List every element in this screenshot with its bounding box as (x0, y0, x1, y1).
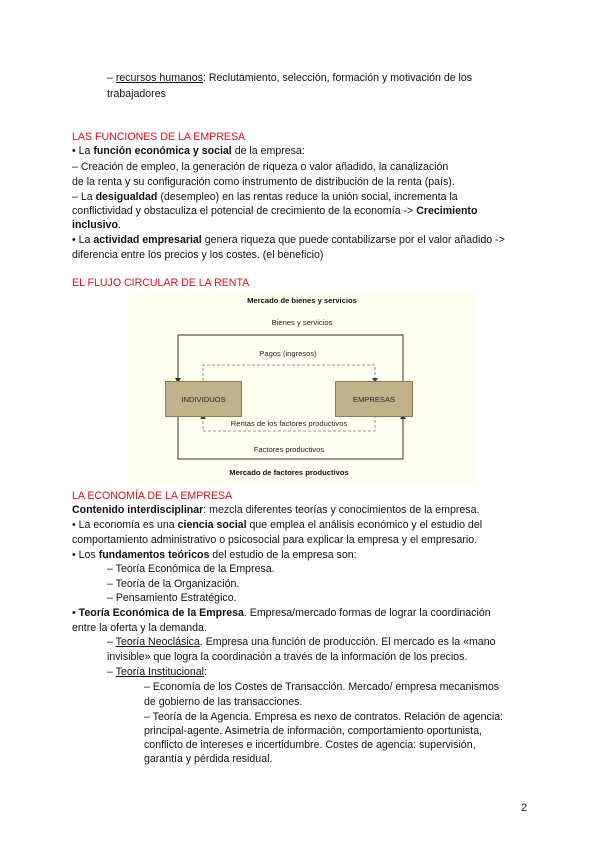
paragraph-line (72, 145, 305, 158)
text: . (117, 219, 121, 231)
paragraph-line: – Creación de empleo, la generación de riqueza o valor añadido, la canalización (72, 161, 449, 173)
bold-text: Contenido interdisciplinar (72, 504, 204, 516)
text: – La (72, 191, 96, 203)
paragraph-line: comportamiento administrativo o psicosocial para explicar la empresa y el empresario. (72, 534, 478, 546)
term-institucional: Teoría Institucional (115, 666, 204, 678)
paragraph-line (72, 504, 479, 517)
bold-text: Crecimiento (416, 205, 478, 217)
intro-line-2: trabajadores (107, 88, 166, 100)
sublist-item-continuation: de gobierno de las transacciones. (144, 696, 303, 708)
paragraph-line: diferencia entre los precios y los costes. (el beneficio) (72, 249, 324, 261)
paragraph-line (72, 219, 121, 232)
list-item: – Teoría de la Organización. (107, 578, 240, 590)
box-individuos: INDIVIDUOS (165, 381, 242, 417)
list-item: – Teoría Económica de la Empresa. (107, 563, 275, 575)
sublist-item: – Economía de los Costes de Transacción. Mercado/ empresa mecanismos (144, 681, 500, 693)
sublist-item-continuation: principal-agente. Asimetría de información, comportamiento oportunista, (144, 725, 482, 737)
text: • (72, 607, 79, 619)
bold-text: Teoría Económica de la Empresa (78, 607, 244, 619)
bold-text: fundamentos teóricos (98, 549, 210, 561)
text: genera riqueza que puede contabilizarse por el valor añadido -> (201, 234, 505, 246)
box-empresas: EMPRESAS (335, 381, 413, 417)
paragraph-line (72, 519, 482, 532)
payments-label: Pagos (ingresos) (259, 349, 317, 358)
rents-label: Rentas de los factores productivos (230, 419, 348, 428)
text: • Los (72, 549, 99, 561)
text: . Empresa una función de producción. El mercado es la «mano (199, 636, 496, 648)
paragraph-line (72, 191, 458, 204)
paragraph-line (72, 607, 491, 620)
sublist-item: – Teoría de la Agencia. Empresa es nexo de contratos. Relación de agencia: (144, 711, 504, 723)
intro-text: : Reclutamiento, selección, formación y motivación de los (203, 72, 473, 84)
text: • La (72, 234, 94, 246)
paragraph-line (72, 234, 505, 247)
section-heading-economia: LA ECONOMÍA DE LA EMPRESA (72, 490, 233, 502)
bold-text: función económica y social (93, 145, 232, 157)
intro-line (107, 72, 472, 85)
list-item: – Pensamiento Estratégico. (107, 592, 237, 604)
section-heading-flujo: EL FLUJO CIRCULAR DE LA RENTA (72, 277, 250, 289)
text: que emplea el análisis económico y el estudio del (246, 519, 483, 531)
page-number: 2 (521, 802, 528, 814)
paragraph-line (72, 205, 477, 218)
goods-label: Bienes y servicios (271, 318, 333, 327)
paragraph-line (72, 549, 357, 562)
list-item (107, 666, 207, 679)
list-item-continuation: invisible» que logra la coordinación a través de la información de los precios. (107, 651, 468, 663)
term-neoclasica: Teoría Neoclásica (115, 636, 200, 648)
text: • La economía es una (72, 519, 178, 531)
sublist-item-continuation: conflicto de intereses e incertidumbre. Costes de agencia: supervisión, (144, 739, 476, 751)
dash: – (107, 72, 116, 84)
text: conflictividad y obstaculiza el potencial de crecimiento de la economía -> (72, 205, 417, 217)
section-heading-funciones: LAS FUNCIONES DE LA EMPRESA (72, 131, 246, 143)
text: • La (72, 145, 94, 157)
diagram-top-title: Mercado de bienes y servicios (247, 296, 357, 305)
sublist-item-continuation: garantía y pérdida residual. (144, 753, 273, 765)
dash: – (107, 666, 116, 678)
text: de la empresa: (231, 145, 305, 157)
bold-text: actividad empresarial (93, 234, 202, 246)
bold-text: ciencia social (177, 519, 247, 531)
text: del estudio de la empresa son: (209, 549, 357, 561)
list-item (107, 636, 495, 649)
bold-text: inclusivo (72, 219, 118, 231)
term-recursos-humanos: recursos humanos (115, 72, 203, 84)
text: . Empresa/mercado formas de lograr la coordinación (243, 607, 491, 619)
paragraph-line: de la renta y su configuración como instrumento de distribución de la renta (país). (72, 176, 455, 188)
circular-flow-diagram (128, 292, 476, 484)
payments-flow-line (203, 365, 375, 381)
paragraph-line: entre la oferta y la demanda. (72, 622, 207, 634)
text: : (204, 666, 207, 678)
text: (desempleo) en las rentas reduce la unión social, incrementa la (157, 191, 458, 203)
dash: – (107, 636, 116, 648)
factors-label: Factores productivos (253, 445, 325, 454)
text: : mezcla diferentes teorías y conocimientos de la empresa. (203, 504, 480, 516)
diagram-bottom-title: Mercado de factores productivos (229, 468, 349, 477)
bold-text: desigualdad (95, 191, 158, 203)
goods-flow-line (178, 335, 403, 381)
